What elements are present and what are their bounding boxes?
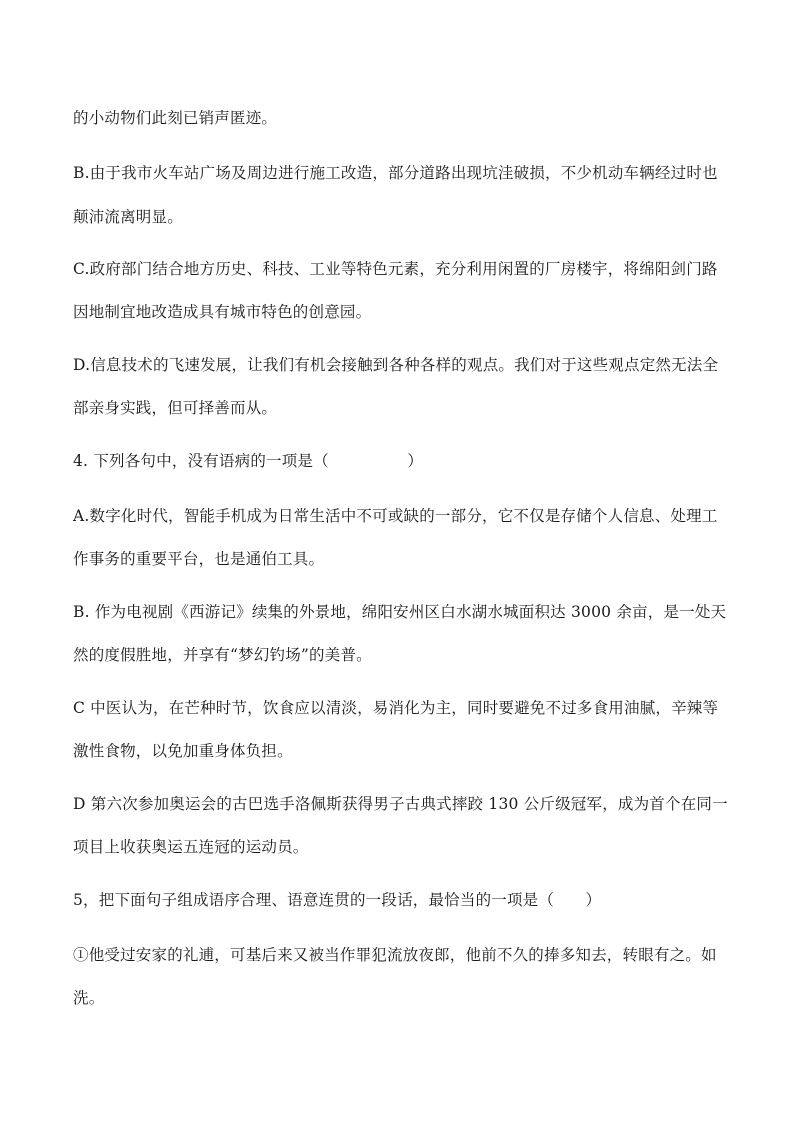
q4-option-a-line-1: A.数字化时代，智能手机成为日常生活中不可或缺的一部分，它不仅是存储个人信息、处理工 — [73, 507, 718, 525]
option-c-line-1: C.政府部门结合地方历史、科技、工业等特色元素，充分利用闲置的厂房楼宇，将绵阳剑门路 — [73, 260, 718, 278]
option-c-line-2: 因地制宜地改造成具有城市特色的创意园。 — [73, 303, 372, 321]
q5-sentence-1-line-1: ①他受过安家的礼逋，可基后来又被当作罪犯流放夜郎，他前不久的捧多知去，转眼有之。如 — [73, 946, 717, 964]
q4-option-b-line-1: B. 作为电视剧《西游记》续集的外景地，绵阳安州区白水湖水城面积达 3000 余亩，是一处天 — [73, 603, 727, 621]
option-d-line-2: 部亲身实践，但可择善而从。 — [73, 399, 278, 417]
text-line: 的小动物们此刻已销声匿迹。 — [73, 109, 278, 127]
question-5-title: 5，把下面句子组成语序合理、语意连贯的一段话，最恰当的一项是（ ） — [73, 891, 602, 909]
option-d-line-1: D.信息技术的飞速发展，让我们有机会接触到各种各样的观点。我们对于这些观点定然无法全 — [73, 356, 719, 374]
option-b-line-1: B.由于我市火车站广场及周边进行施工改造，部分道路出现坑洼破损，不少机动车辆经过时也 — [73, 164, 718, 182]
q4-option-c-line-1: C 中医认为，在芒种时节，饮食应以清淡，易消化为主，同时要避免不过多食用油腻，辛辣等 — [73, 699, 719, 717]
option-b-line-2: 颠沛流离明显。 — [73, 208, 183, 226]
q4-option-a-line-2: 作事务的重要平台，也是通伯工具。 — [73, 550, 325, 568]
question-4-title: 4. 下列各句中，没有语病的一项是（ ） — [73, 452, 424, 470]
q4-option-d-line-1: D 第六次参加奥运会的古巴选手洛佩斯获得男子古典式摔跤 130 公斤级冠军，成为首个在同一 — [73, 795, 728, 813]
q5-sentence-1-line-2: 洗。 — [73, 989, 105, 1007]
q4-option-c-line-2: 激性食物，以免加重身体负担。 — [73, 742, 293, 760]
q4-option-b-line-2: 然的度假胜地，并享有“梦幻钓场”的美普。 — [73, 646, 372, 664]
q4-option-d-line-2: 项目上收获奥运五连冠的运动员。 — [73, 838, 309, 856]
